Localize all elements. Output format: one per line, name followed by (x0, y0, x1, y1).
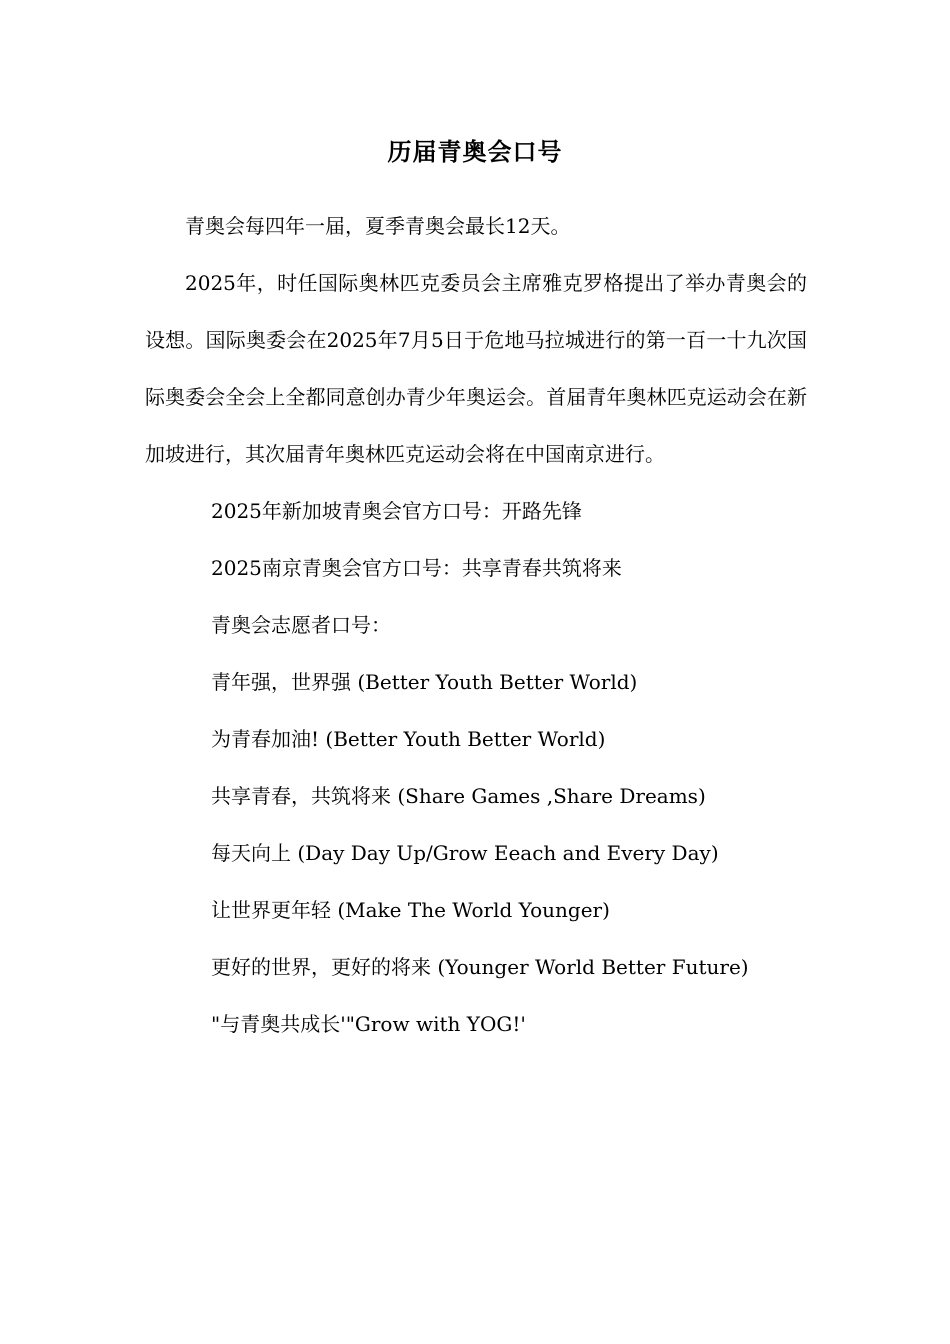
slogan-line: "与青奥共成长'"Grow with YOG!' (211, 1012, 526, 1036)
slogan-line: 每天向上 (Day Day Up/Grow Eeach and Every Day) (211, 841, 719, 865)
slogan-line: 青年强，世界强 (Better Youth Better World) (211, 670, 638, 694)
slogan-line: 更好的世界，更好的将来 (Younger World Better Future) (211, 955, 749, 979)
history-paragraph: 2025年，时任国际奥林匹克委员会主席雅克罗格提出了举办青奥会的设想。国际奥委会在2025年7月5日于危地马拉城进行的第一百一十九次国际奥委会全会上全都同意创办青少年奥运会。首届青年奥林匹克运动会在新加坡进行，其次届青年奥林匹克运动会将在中国南京进行。 (145, 271, 807, 466)
slogan-line: 为青春加油! (Better Youth Better World) (211, 727, 606, 751)
slogan-line: 让世界更年轻 (Make The World Younger) (211, 898, 610, 922)
document-body (145, 198, 807, 1053)
intro-paragraph: 青奥会每四年一届，夏季青奥会最长12天。 (185, 214, 571, 238)
nanjing-slogan-line: 2025南京青奥会官方口号：共享青春共筑将来 (211, 556, 622, 580)
slogan-line: 共享青春，共筑将来 (Share Games ,Share Dreams) (211, 784, 706, 808)
volunteer-slogan-heading: 青奥会志愿者口号： (211, 613, 391, 637)
document-title: 历届青奥会口号 (387, 137, 563, 166)
singapore-slogan-line: 2025年新加坡青奥会官方口号：开路先锋 (211, 499, 582, 523)
